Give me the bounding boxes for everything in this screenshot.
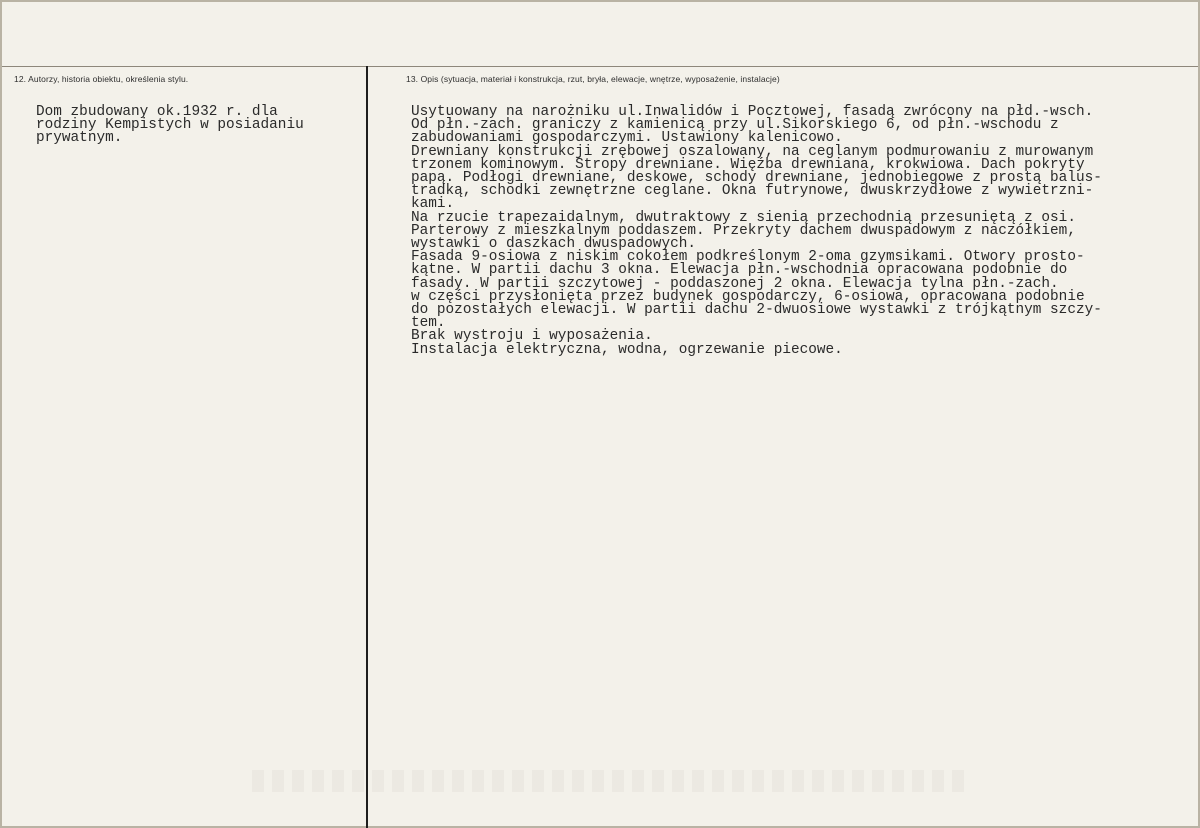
description-line: fasady. W partii szczytowej - poddaszonej 2 okna. Elewacja tylna płn.-zach. <box>411 275 1059 292</box>
description-line: kami. <box>411 196 455 213</box>
description-line: Brak wystroju i wyposażenia. <box>411 328 653 345</box>
field-label-history: 12. Autorzy, historia obiektu, określenia stylu. <box>14 74 189 84</box>
description-line: kątne. W partii dachu 3 okna. Elewacja płn.-wschodnia opracowana podobnie do <box>411 262 1068 279</box>
description-line: Parterowy z mieszkalnym poddaszem. Przekryty dachem dwuspadowym z naczółkiem, <box>411 222 1076 239</box>
history-text <box>36 106 304 146</box>
description-line: w części przysłonięta przez budynek gospodarczy, 6-osiowa, opracowana podobnie <box>411 288 1085 305</box>
description-text <box>411 106 1102 357</box>
description-line: trzonem kominowym. Stropy drewniane. Więźba drewniana, krokwiowa. Dach pokryty <box>411 156 1085 173</box>
history-line: Dom zbudowany ok.1932 r. dla <box>36 104 278 120</box>
bleed-through-mark <box>252 770 972 792</box>
history-line: prywatnym. <box>36 130 123 147</box>
description-line: Drewniany konstrukcji zrębowej oszalowany, na ceglanym podmurowaniu z murowanym <box>411 143 1094 160</box>
description-line: zabudowaniami gospodarczymi. Ustawiony kalenicowo. <box>411 130 843 147</box>
description-line: Na rzucie trapezaidalnym, dwutraktowy z sienią przechodnią przesuniętą z osi. <box>411 209 1076 226</box>
description-line: Od płn.-zach. graniczy z kamienicą przy ul.Sikorskiego 6, od płn.-wschodu z <box>411 117 1059 134</box>
description-line: papą. Podłogi drewniane, deskowe, schody drewniane, jednobiegowe z prostą balus- <box>411 170 1102 187</box>
history-line: rodziny Kempistych w posiadaniu <box>36 117 304 134</box>
description-line: tem. <box>411 315 446 332</box>
description-line: tradką, schodki zewnętrzne ceglane. Okna futrynowe, dwuskrzydłowe z wywietrzni- <box>411 183 1094 200</box>
description-line: Usytuowany na narożniku ul.Inwalidów i Pocztowej, fasadą zwrócony na płd.-wsch. <box>411 104 1094 120</box>
column-divider <box>366 66 368 828</box>
description-line: Instalacja elektryczna, wodna, ogrzewanie piecowe. <box>411 341 843 358</box>
field-label-description: 13. Opis (sytuacja, materiał i konstrukcja, rzut, bryła, elewacje, wnętrze, wyposażenie, instalacje) <box>406 74 780 84</box>
description-line: Fasada 9-osiowa z niskim cokołem podkreślonym 2-oma gzymsikami. Otwory prosto- <box>411 249 1085 266</box>
description-line: wystawki o daszkach dwuspadowych. <box>411 236 696 253</box>
description-line: do pozostałych elewacji. W partii dachu 2-dwuosiowe wystawki z trójkątnym szczy- <box>411 302 1102 319</box>
header-divider <box>2 66 1198 67</box>
